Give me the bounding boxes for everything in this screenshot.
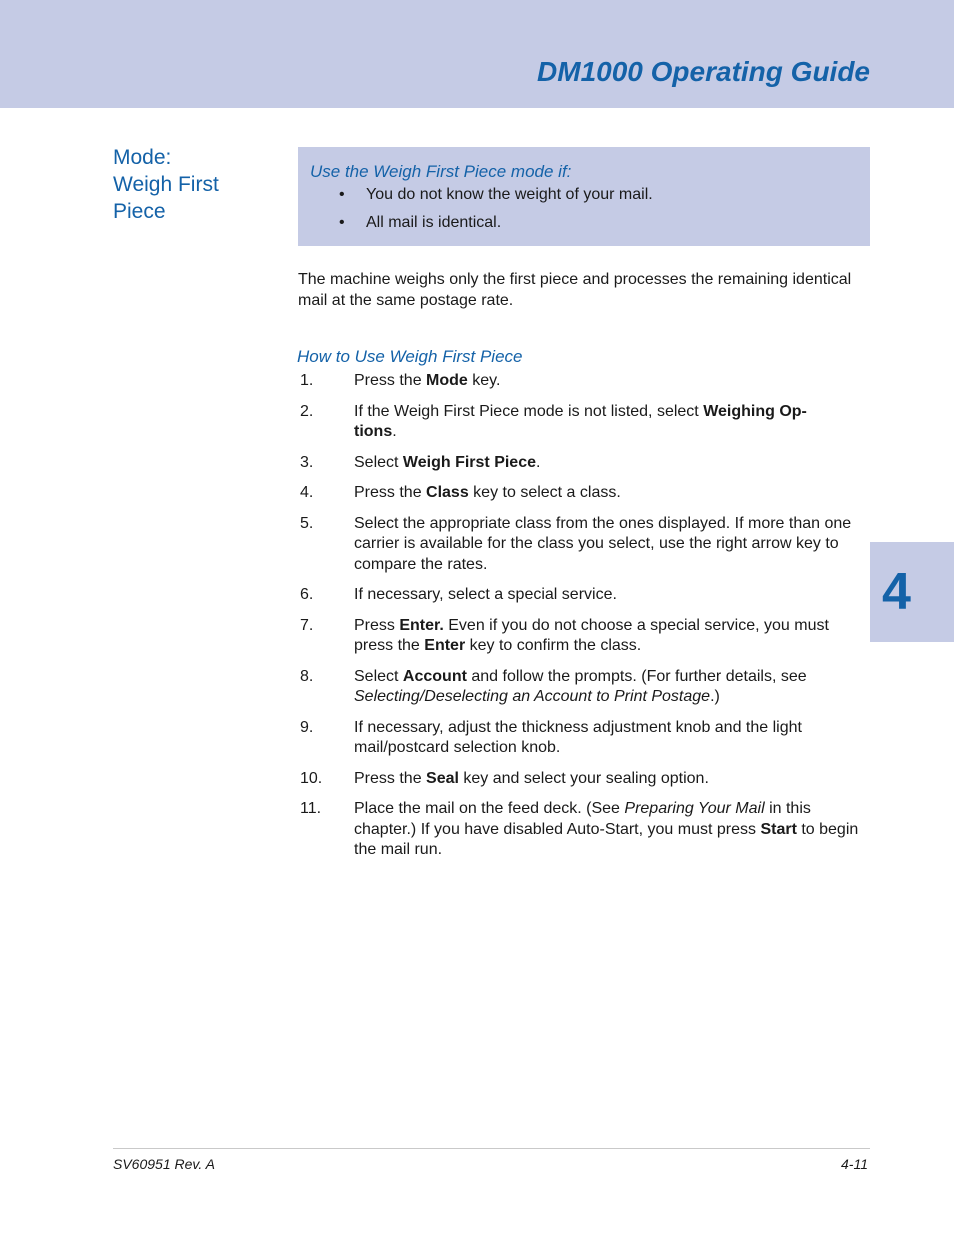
header-band <box>0 0 954 108</box>
step-text-part: Even if you do not choose a special service, you must press the <box>354 616 829 654</box>
step-number: 8. <box>300 667 314 685</box>
step-number: 9. <box>300 718 314 736</box>
step-number: 5. <box>300 514 314 532</box>
step-number: 10. <box>300 769 323 787</box>
callout-bullet-text: All mail is identical. <box>366 214 502 231</box>
step-key: Enter <box>424 637 466 654</box>
section-heading <box>113 144 283 225</box>
step-item <box>300 769 875 790</box>
step-text-part: Press the <box>354 769 427 787</box>
step-text-part: Press the <box>354 484 427 501</box>
step-number: 1. <box>300 372 314 389</box>
step-item <box>300 453 875 474</box>
step-text <box>354 616 870 657</box>
step-number: 2. <box>300 402 314 420</box>
intro-text: The machine weighs only the first piece and processes the remaining <box>298 271 789 288</box>
step-text <box>354 402 870 443</box>
step-number: 11. <box>300 800 322 817</box>
step-number: 6. <box>300 586 314 603</box>
callout-bullet-text: You do not know the weight of your mail. <box>366 186 653 203</box>
step-text-part: key and select your sealing option. <box>458 769 709 787</box>
callout-bullet <box>298 214 653 242</box>
step-text-part: Press the <box>354 372 427 389</box>
step-text-part: .) <box>710 688 720 705</box>
step-item <box>300 799 875 861</box>
callout-box <box>298 147 870 246</box>
step-item <box>300 585 875 606</box>
step-text: If necessary, adjust the thickness adjustment knob and the light mail/postcard selection knob. <box>354 718 802 756</box>
howto-heading: How to Use Weigh First Piece <box>297 347 523 366</box>
step-text <box>354 483 870 504</box>
step-text: If necessary, select a special service. <box>354 586 617 603</box>
step-item <box>300 667 875 708</box>
step-text-part: in this chapter.) If you have disabled Auto-Start, you must press <box>354 800 811 838</box>
callout-title: Use the Weigh First Piece mode if: <box>310 162 572 181</box>
step-list <box>300 371 875 871</box>
step-key: Class <box>426 484 469 501</box>
page-number: 4-11 <box>841 1156 868 1172</box>
step-key: Weighing Op- <box>703 402 807 420</box>
bullet-icon: • <box>339 186 345 203</box>
step-number: 3. <box>300 453 314 471</box>
step-text-part: and follow the prompts. (For further details, see <box>466 667 807 685</box>
intro-text: at the same postage rate. <box>331 292 514 309</box>
step-item <box>300 402 875 443</box>
step-text-part: . <box>392 423 397 440</box>
step-text-part: key to select a class. <box>468 484 621 501</box>
intro-paragraph <box>298 269 870 311</box>
step-key: Start <box>760 820 797 838</box>
step-text-part: Select <box>354 667 403 685</box>
step-text <box>354 799 870 861</box>
step-item <box>300 718 875 759</box>
step-text-part: . <box>536 453 541 471</box>
step-key: tions <box>354 423 393 440</box>
step-reference: Selecting/Deselecting an Account to Print Postage <box>354 688 711 705</box>
bullet-icon: • <box>339 214 345 231</box>
footer-divider <box>113 1148 870 1149</box>
step-text: Select the appropriate class from the ones displayed. If more than one carrier is available for the class you select, use the right arrow key to compare the rates. <box>354 514 852 573</box>
step-text <box>354 371 870 392</box>
step-key: Mode <box>426 372 468 389</box>
step-text-part: key to confirm the class. <box>465 637 642 654</box>
footer-revision: SV60951 Rev. A <box>113 1156 215 1172</box>
step-key: Seal <box>426 769 459 787</box>
step-item <box>300 514 875 576</box>
step-number: 4. <box>300 484 314 501</box>
callout-bullet <box>298 186 653 214</box>
step-text <box>354 667 870 708</box>
step-text <box>354 453 870 474</box>
intro-emphasis: identical mail <box>298 271 852 309</box>
chapter-tab <box>870 542 954 642</box>
step-text-part: Place the mail on the feed deck. (See <box>354 800 625 817</box>
step-text-part: Select <box>354 453 403 471</box>
document-title: DM1000 Operating Guide <box>537 56 870 87</box>
chapter-number: 4 <box>882 563 911 621</box>
step-key: Weigh First Piece <box>402 453 536 471</box>
step-item <box>300 371 875 392</box>
section-heading-line: Mode: <box>113 146 172 169</box>
step-item <box>300 483 875 504</box>
step-key: Account <box>402 667 467 685</box>
section-heading-line: Weigh First <box>113 173 219 196</box>
step-text-part: If the Weigh First Piece mode is not listed, select <box>354 402 704 420</box>
step-reference: Preparing Your Mail <box>624 800 765 817</box>
step-text-part: Press <box>354 616 400 634</box>
section-heading-line: Piece <box>113 200 166 223</box>
step-key: Enter. <box>399 616 444 634</box>
step-item <box>300 616 875 657</box>
step-text-part: to begin the mail run. <box>354 820 859 858</box>
step-text <box>354 769 870 790</box>
step-text-part: key. <box>467 372 501 389</box>
step-number: 7. <box>300 616 314 634</box>
callout-bullet-list <box>298 186 653 242</box>
